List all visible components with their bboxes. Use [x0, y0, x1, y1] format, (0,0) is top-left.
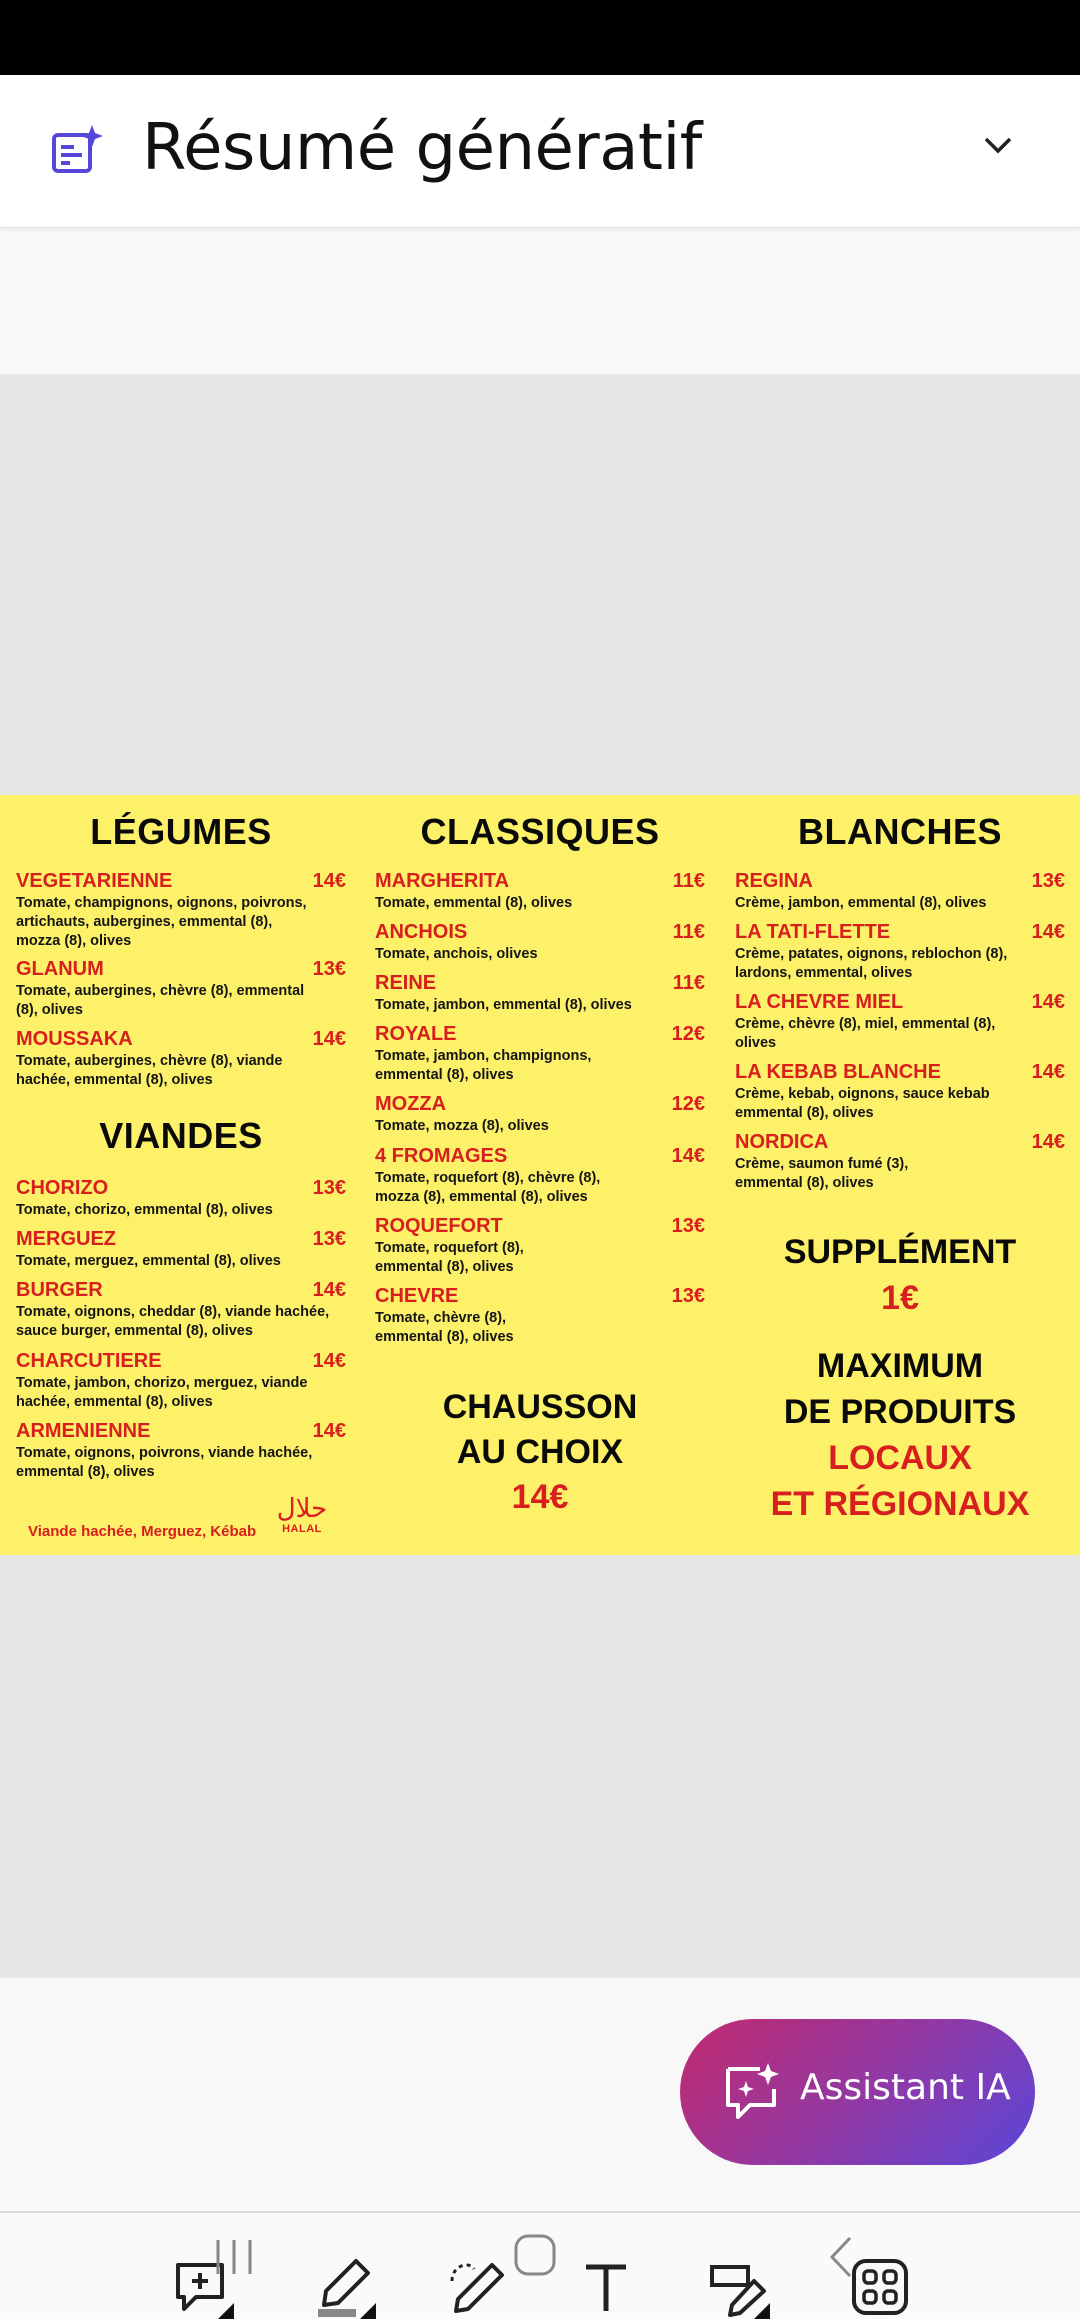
- item-desc: Tomate, chèvre (8), emmental (8), olives: [375, 1310, 514, 1345]
- maximum-line3: LOCAUX: [828, 1439, 972, 1477]
- supplement-price: 1€: [881, 1279, 919, 1317]
- item-price: 13€: [312, 1177, 346, 1199]
- item-name: LA TATI-FLETTE: [735, 921, 891, 943]
- item-name: 4 FROMAGES: [375, 1145, 508, 1167]
- item-price: 14€: [671, 1145, 705, 1167]
- item-desc: Tomate, roquefort (8), emmental (8), olives: [375, 1240, 524, 1275]
- item-desc: Crème, chèvre (8), miel, emmental (8), olives: [735, 1016, 996, 1051]
- halal-label: HALAL: [282, 1523, 322, 1535]
- section-title-classiques: CLASSIQUES: [420, 811, 660, 852]
- item-price: 14€: [312, 1420, 346, 1442]
- item-desc: Tomate, emmental (8), olives: [375, 895, 573, 911]
- item-desc: Tomate, oignons, cheddar (8), viande hachée, sauce burger, emmental (8), olives: [16, 1304, 330, 1339]
- sign-icon[interactable]: [706, 2255, 770, 2319]
- section-title-blanches: BLANCHES: [797, 811, 1002, 852]
- supplement-block: [735, 1229, 1065, 1321]
- item-name: CHEVRE: [375, 1285, 459, 1307]
- section-title-legumes: LÉGUMES: [90, 811, 272, 852]
- maximum-line2: DE PRODUITS: [783, 1393, 1017, 1431]
- item-desc: Tomate, jambon, emmental (8), olives: [375, 997, 632, 1013]
- assistant-ia-button[interactable]: [680, 2019, 1035, 2165]
- item-price: 11€: [672, 870, 705, 892]
- item-price: 14€: [1031, 1061, 1065, 1083]
- supplement-title: SUPPLÉMENT: [783, 1233, 1017, 1271]
- item-name: REINE: [375, 972, 437, 994]
- halal-note: Viande hachée, Merguez, Kébab: [28, 1523, 257, 1540]
- item-desc: Tomate, jambon, chorizo, merguez, viande hachée, emmental (8), olives: [16, 1375, 308, 1410]
- item-name: REGINA: [735, 870, 813, 892]
- item-price: 13€: [671, 1215, 705, 1237]
- item-price: 14€: [1031, 1131, 1065, 1153]
- page-title: Résumé génératif: [142, 111, 702, 185]
- recent-apps-icon[interactable]: [210, 2232, 260, 2282]
- item-desc: Tomate, jambon, champignons, emmental (8), olives: [375, 1048, 592, 1083]
- ai-chat-icon: [720, 2061, 782, 2123]
- item-desc: Tomate, aubergines, chèvre (8), emmental (8), olives: [16, 983, 305, 1018]
- item-price: 14€: [312, 1279, 346, 1301]
- item-name: GLANUM: [16, 958, 104, 980]
- item-desc: Tomate, champignons, oignons, poivrons, artichauts, aubergines, emmental (8), mozza (8), olives: [16, 895, 307, 949]
- maximum-line1: MAXIMUM: [816, 1347, 984, 1385]
- item-name: NORDICA: [735, 1131, 829, 1153]
- item-desc: Crème, kebab, oignons, sauce kebab emmental (8), olives: [735, 1086, 990, 1121]
- item-desc: Crème, jambon, emmental (8), olives: [735, 895, 987, 911]
- item-name: ANCHOIS: [375, 921, 468, 943]
- item-name: CHARCUTIERE: [16, 1350, 162, 1372]
- item-name: MOUSSAKA: [16, 1028, 133, 1050]
- item-price: 14€: [312, 1028, 346, 1050]
- assistant-ia-label: Assistant IA: [800, 2067, 1011, 2108]
- item-desc: Crème, saumon fumé (3), emmental (8), olives: [735, 1156, 909, 1191]
- text-icon[interactable]: [574, 2255, 638, 2319]
- item-price: 14€: [312, 870, 346, 892]
- item-name: MARGHERITA: [375, 870, 510, 892]
- item-price: 12€: [671, 1023, 705, 1045]
- chausson-block: [375, 1385, 705, 1520]
- item-price: 13€: [1031, 870, 1065, 892]
- item-price: 14€: [1031, 921, 1065, 943]
- pizza-menu-page: [0, 795, 1080, 1555]
- item-desc: Crème, patates, oignons, reblochon (8), lardons, emmental, olives: [735, 946, 1008, 981]
- chevron-down-icon[interactable]: [978, 125, 1018, 165]
- item-price: 14€: [312, 1350, 346, 1372]
- item-price: 11€: [672, 972, 705, 994]
- item-desc: Tomate, oignons, poivrons, viande hachée, emmental (8), olives: [16, 1445, 313, 1480]
- draw-icon[interactable]: [446, 2255, 510, 2319]
- chausson-line1: CHAUSSON: [442, 1388, 638, 1426]
- item-price: 12€: [671, 1093, 705, 1115]
- halal-logo: [272, 1495, 332, 1535]
- item-name: MOZZA: [375, 1093, 447, 1115]
- item-price: 13€: [312, 1228, 346, 1250]
- item-desc: Tomate, chorizo, emmental (8), olives: [16, 1202, 273, 1218]
- item-desc: Tomate, roquefort (8), chèvre (8), mozza (8), emmental (8), olives: [375, 1170, 601, 1205]
- chausson-line2: AU CHOIX: [456, 1433, 624, 1471]
- item-desc: Tomate, aubergines, chèvre (8), viande hachée, emmental (8), olives: [16, 1053, 283, 1088]
- ai-summary-icon: [48, 123, 104, 179]
- halal-arabic: حلال: [276, 1494, 328, 1524]
- local-products-block: [735, 1343, 1065, 1527]
- item-name: LA CHEVRE MIEL: [735, 991, 904, 1013]
- home-icon[interactable]: [512, 2232, 562, 2282]
- item-name: ARMENIENNE: [16, 1420, 151, 1442]
- maximum-line4: ET RÉGIONAUX: [770, 1485, 1030, 1523]
- highlight-icon[interactable]: [312, 2255, 376, 2319]
- app-header: [0, 75, 1080, 228]
- chausson-price: 14€: [511, 1478, 569, 1516]
- item-desc: Tomate, mozza (8), olives: [375, 1118, 549, 1134]
- item-name: MERGUEZ: [16, 1228, 116, 1250]
- item-price: 14€: [1031, 991, 1065, 1013]
- item-price: 11€: [672, 921, 705, 943]
- item-name: ROYALE: [375, 1023, 457, 1045]
- item-name: ROQUEFORT: [375, 1215, 503, 1237]
- item-price: 13€: [671, 1285, 705, 1307]
- item-name: BURGER: [16, 1279, 103, 1301]
- status-bar: [0, 0, 1080, 75]
- item-price: 13€: [312, 958, 346, 980]
- item-desc: Tomate, merguez, emmental (8), olives: [16, 1253, 281, 1269]
- item-desc: Tomate, anchois, olives: [375, 946, 538, 962]
- item-name: LA KEBAB BLANCHE: [735, 1061, 941, 1083]
- item-name: VEGETARIENNE: [16, 870, 173, 892]
- item-name: CHORIZO: [16, 1177, 109, 1199]
- back-icon[interactable]: [820, 2232, 870, 2282]
- section-title-viandes: VIANDES: [99, 1115, 263, 1156]
